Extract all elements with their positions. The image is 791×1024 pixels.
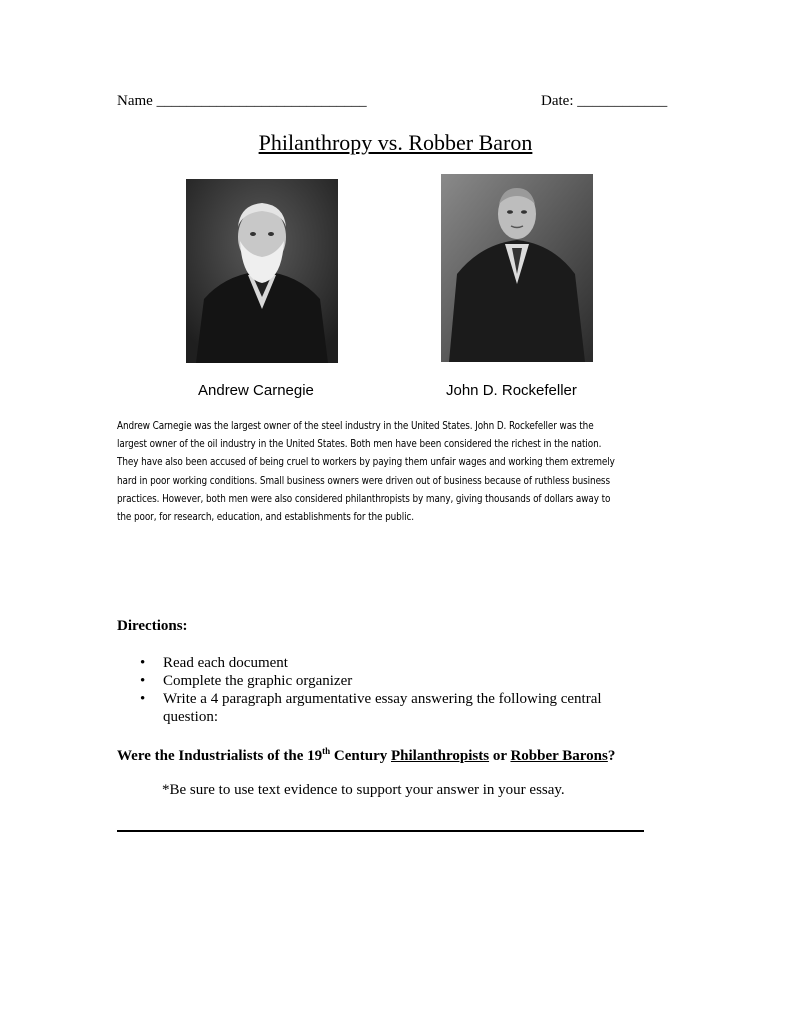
rockefeller-caption: John D. Rockefeller xyxy=(446,382,577,399)
question-prefix: Were the Industrialists of the 19 xyxy=(117,748,323,764)
directions-heading: Directions: xyxy=(117,618,188,634)
bullet-icon: • xyxy=(140,691,146,707)
carnegie-portrait xyxy=(186,179,338,363)
page-title: Philanthropy vs. Robber Baron xyxy=(258,130,533,155)
list-item-text: Write a 4 paragraph argumentative essay answering the following central question: xyxy=(163,691,602,725)
date-field[interactable]: Date: ____________ xyxy=(541,93,668,109)
list-item-text: Complete the graphic organizer xyxy=(163,673,353,689)
intro-line: hard in poor working conditions. Small business owners were driven out of business because of ruthless business xyxy=(117,474,610,487)
question-option-philanthropists: Philanthropists xyxy=(390,748,490,764)
central-question xyxy=(117,748,615,765)
intro-line: They have also been accused of being cruel to workers by paying them unfair wages and working them extremely xyxy=(117,456,615,469)
intro-line: the poor, for research, education, and establishments for the public. xyxy=(117,511,414,524)
question-option-robber-barons: Robber Barons xyxy=(510,748,608,764)
intro-line: Andrew Carnegie was the largest owner of the steel industry in the United States. John D. Rockefeller was the xyxy=(117,420,594,432)
question-superscript: th xyxy=(322,746,331,756)
intro-paragraph xyxy=(117,417,675,526)
list-item-text: Read each document xyxy=(163,655,288,671)
name-field[interactable]: Name ____________________________ xyxy=(117,93,367,109)
list-item xyxy=(140,654,640,672)
intro-line: largest owner of the oil industry in the United States. Both men have been considered the richest in the nation. xyxy=(117,438,602,451)
divider xyxy=(117,830,644,832)
rockefeller-portrait xyxy=(441,174,593,362)
directions-list xyxy=(140,654,640,726)
bullet-icon: • xyxy=(140,655,146,671)
list-item xyxy=(140,672,640,690)
question-middle: Century xyxy=(330,748,391,764)
evidence-note: *Be sure to use text evidence to support your answer in your essay. xyxy=(162,782,565,798)
question-suffix: ? xyxy=(607,748,616,764)
carnegie-caption: Andrew Carnegie xyxy=(198,382,314,399)
intro-line: practices. However, both men were also considered philanthropists by many, giving thousands of dollars away to xyxy=(117,492,611,505)
question-or: or xyxy=(489,748,511,764)
list-item xyxy=(140,690,640,726)
bullet-icon: • xyxy=(140,673,146,689)
